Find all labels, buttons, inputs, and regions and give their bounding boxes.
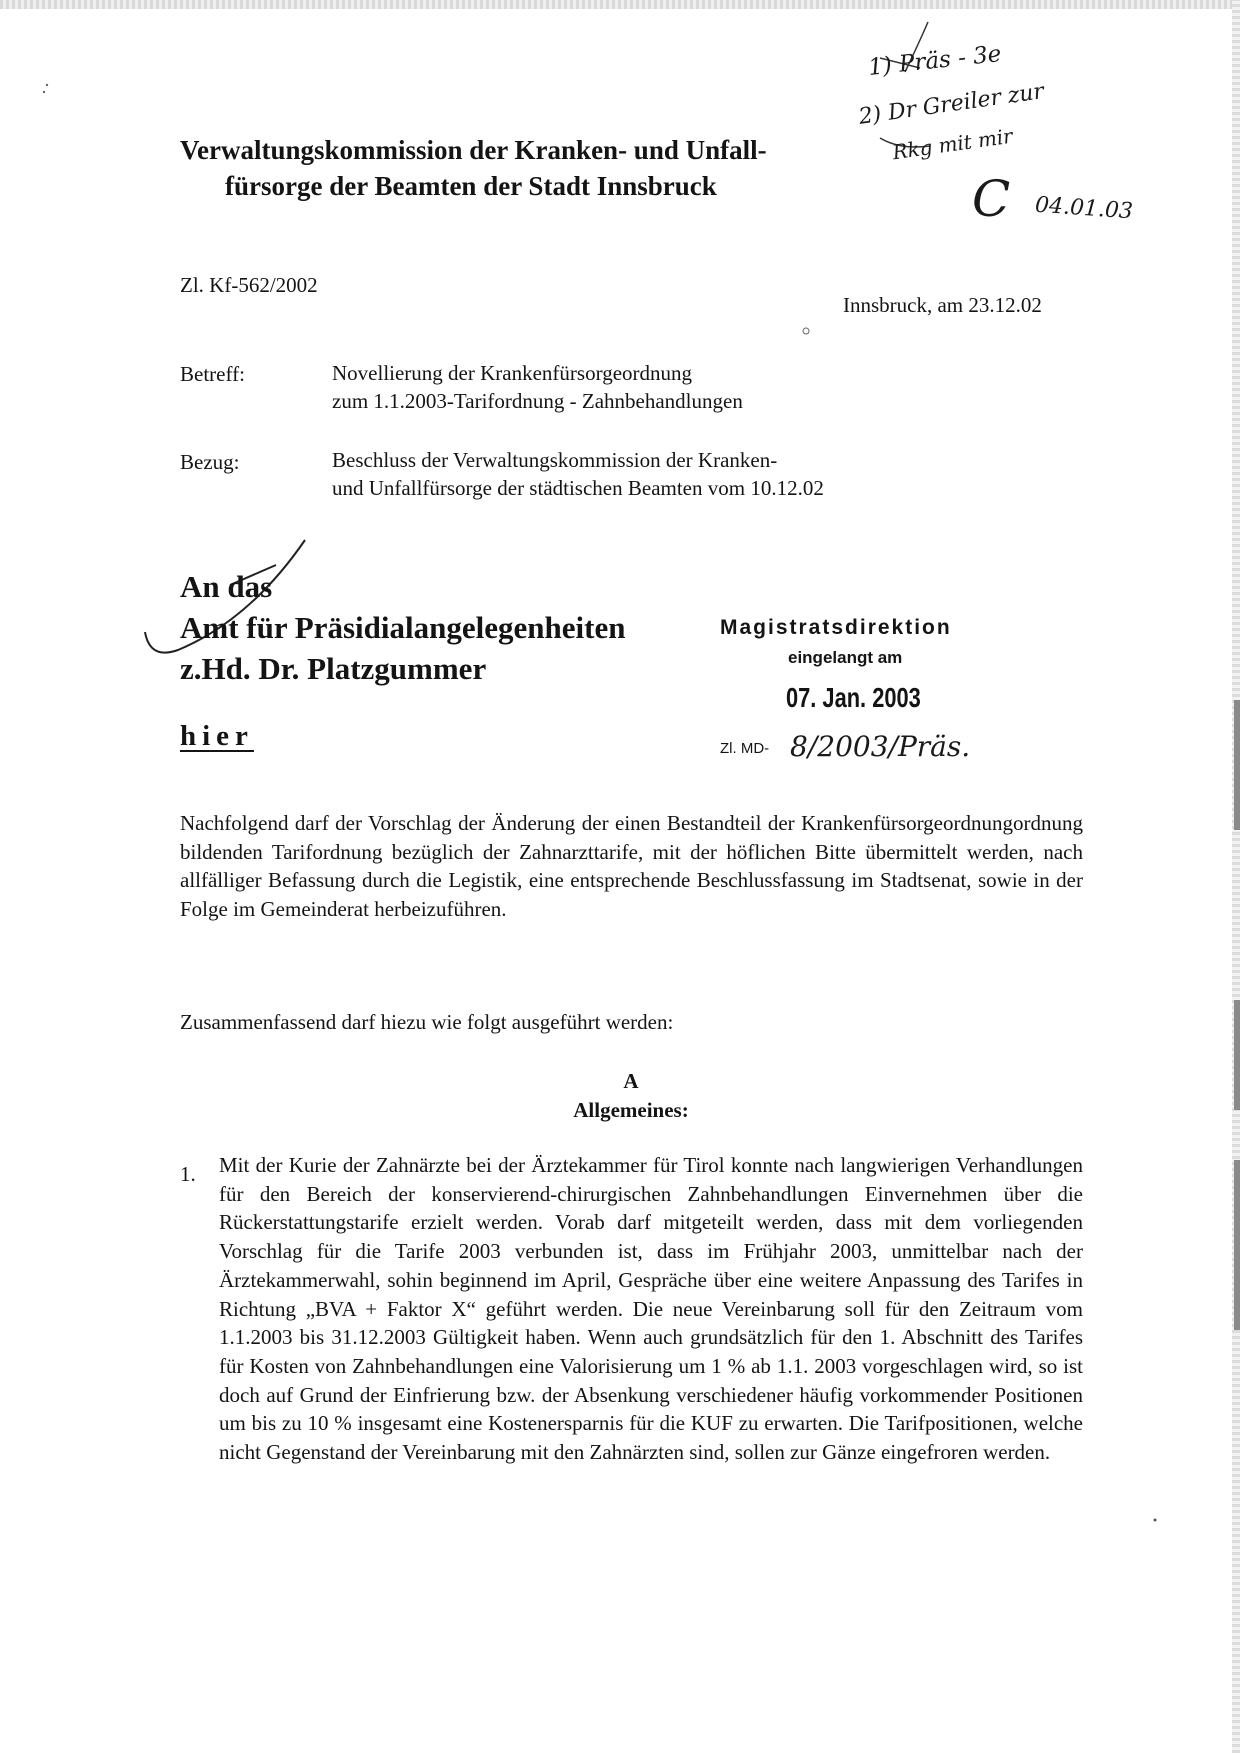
- handwritten-note-2: 2) Dr Greiler zur: [857, 79, 1046, 130]
- subject-text: [332, 359, 743, 415]
- section-letter: A: [623, 1069, 639, 1093]
- stamp-number-handwritten: 8/2003/Präs.: [790, 730, 971, 763]
- hier-label: hier: [180, 720, 254, 752]
- recipient-line-1: An das: [180, 569, 273, 604]
- place-date: Innsbruck, am 23.12.02: [843, 293, 1042, 317]
- reference-text: [332, 446, 824, 502]
- handwritten-date: 04.01.03: [1034, 192, 1134, 225]
- subject-line-2: zum 1.1.2003-Tarifordnung - Zahnbehandlungen: [332, 389, 743, 413]
- speck: [43, 91, 45, 93]
- intro-paragraph: Nachfolgend darf der Vorschlag der Änderung der einen Bestandteil der Krankenfürsorgeordnungordnung bildenden Tarifordnung bezüglich der Zahnarzttarife, mit der höflichen Bitte übermittelt werden, nach allfälliger Befassung durch die Legistik, eine entsprechende Beschlussfassung im Stadtsenat, sowie in der Folge im Gemeinderat herbeizuführen.: [180, 811, 1083, 922]
- reference-line-2: und Unfallfürsorge der städtischen Beamten vom 10.12.02: [332, 476, 824, 500]
- sender-line-2: fürsorge der Beamten der Stadt Innsbruck: [225, 171, 717, 201]
- handwritten-note-1: 1) Präs - 3e: [867, 41, 1003, 81]
- recipient-line-2: Amt für Präsidialangelegenheiten: [180, 610, 626, 645]
- item-number: 1.: [180, 1162, 196, 1186]
- stamp-received-date: 07. Jan. 2003: [786, 682, 921, 713]
- stamp-office: Magistratsdirektion: [720, 616, 952, 639]
- recipient-block: [180, 566, 625, 689]
- speck: [46, 84, 48, 86]
- reference-number: Zl. Kf-562/2002: [180, 273, 318, 297]
- item-text: Mit der Kurie der Zahnärzte bei der Ärztekammer für Tirol konnte nach langwierigen Verhandlungen für den Bereich der konservierend-chirurgischen Zahnbehandlungen Einvernehmen über die Rückerstattungstarife erzielt werden. Vorab darf mitgeteilt werden, dass mit dem vorliegenden Vorschlag für die Tarife 2003 verbunden ist, dass im Frühjahr 2003, unmittelbar nach der Ärztekammerwahl, sohin beginnend im April, Gespräche über eine weitere Anpassung des Tarifes in Richtung „BVA + Faktor X“ geführt werden. Die neue Vereinbarung soll für den Zeitraum vom 1.1.2003 bis 31.12.2003 Gültigkeit haben. Wenn auch grundsätzlich für den 1. Abschnitt des Tarifes für Kosten von Zahnbehandlungen eine Valorisierung um 1 % ab 1.1. 2003 vorgeschlagen wird, so ist doch auf Grund der Einfrierung bzw. der Absenkung verschiedener häufig vorkommender Positionen um bis zu 10 % insgesamt eine Kostenersparnis für die KUF zu erwarten. Die Tarifpositionen, welche nicht Gegenstand der Vereinbarung mit den Zahnärzten sind, sollen zur Gänze eingefroren werden.: [219, 1153, 1083, 1465]
- punch-dot: [803, 328, 809, 334]
- subject-label: Betreff:: [180, 362, 245, 386]
- handwritten-note-3: Rkg mit mir: [890, 123, 1015, 165]
- summary-line: Zusammenfassend darf hiezu wie folgt ausgeführt werden:: [180, 1010, 674, 1034]
- recipient-line-3: z.Hd. Dr. Platzgummer: [180, 651, 487, 686]
- section-title: Allgemeines:: [573, 1098, 689, 1122]
- subject-line-1: Novellierung der Krankenfürsorgeordnung: [332, 361, 693, 385]
- speck: [1154, 1519, 1157, 1522]
- handwritten-initial: C: [972, 170, 1011, 228]
- sender-line-1: Verwaltungskommission der Kranken- und Unfall-: [180, 135, 767, 165]
- reference-label: Bezug:: [180, 450, 240, 474]
- stamp-received-label: eingelangt am: [788, 648, 903, 667]
- stamp-number-label: Zl. MD-: [720, 740, 770, 757]
- reference-line-1: Beschluss der Verwaltungskommission der Kranken-: [332, 448, 778, 472]
- sender-block: [180, 132, 767, 204]
